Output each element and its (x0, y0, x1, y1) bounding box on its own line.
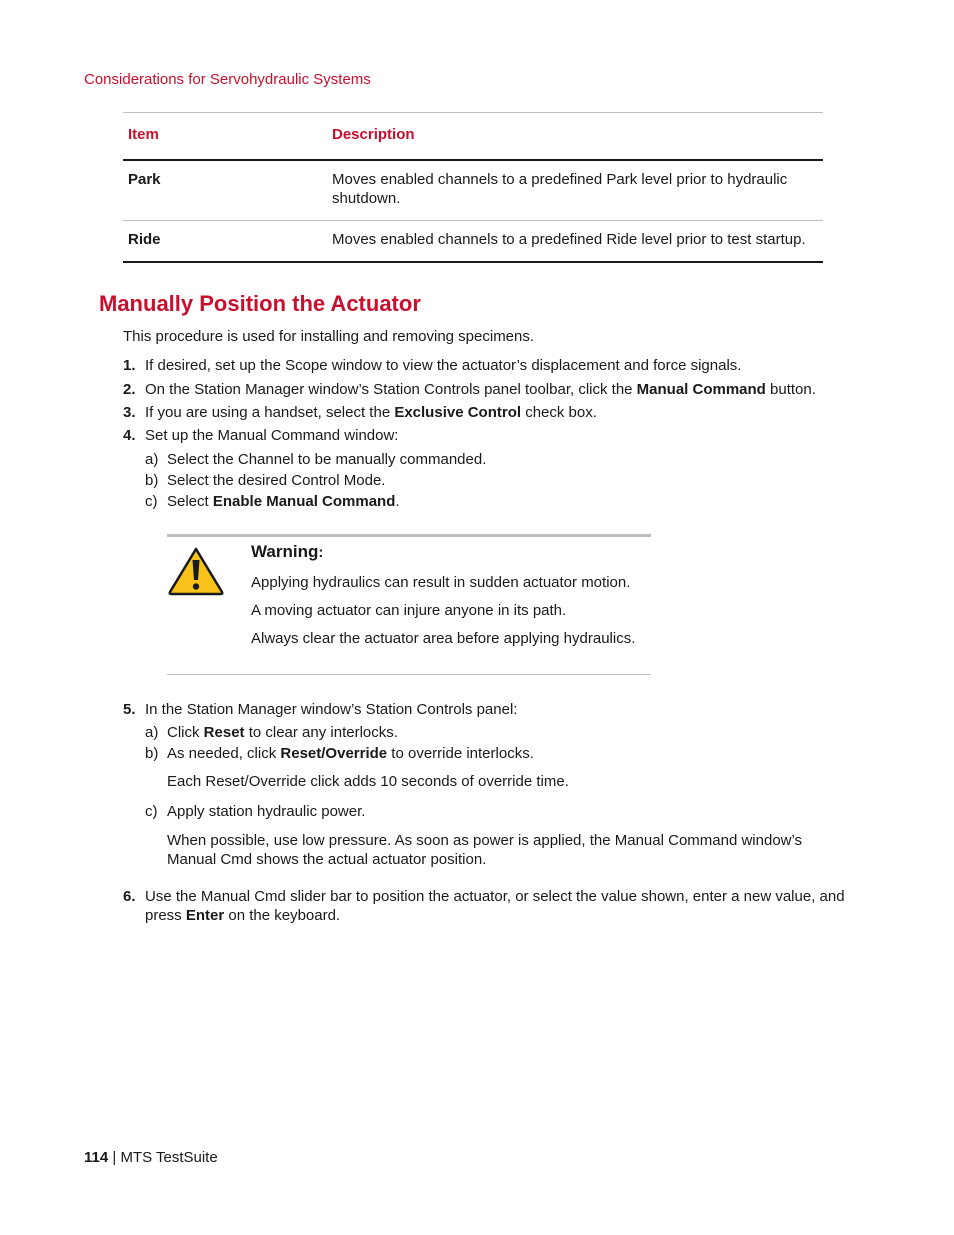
footer-product: MTS TestSuite (120, 1149, 218, 1166)
step-number: 6. (123, 888, 136, 905)
table-bottom-rule (123, 261, 823, 263)
table-cell-item-park: Park (128, 171, 161, 188)
substep-letter: a) (145, 451, 159, 468)
ui-term-reset-override: Reset/Override (280, 745, 388, 762)
table-header-rule (123, 159, 823, 161)
warning-line: Always clear the actuator area before applying hydraulics. (251, 630, 636, 647)
warning-bottom-rule (167, 674, 651, 675)
page-number: 114 (84, 1149, 109, 1166)
substep-text: Select the Channel to be manually commanded. (167, 451, 487, 468)
substep-text: Select the desired Control Mode. (167, 472, 386, 489)
warning-line: Applying hydraulics can result in sudden actuator motion. (251, 574, 631, 591)
ui-term-enable-manual-command: Enable Manual Command (212, 493, 396, 510)
page-footer (84, 1149, 218, 1166)
column-header-item: Item (128, 126, 159, 143)
substep-text: Select Enable Manual Command. (167, 493, 400, 510)
step-text: Use the Manual Cmd slider bar to position the actuator, or select the value shown, enter a new value, and press Enter on the keyboard. (145, 888, 845, 924)
substep-letter: b) (145, 745, 159, 762)
step-text: If you are using a handset, select the Exclusive Control check box. (145, 404, 597, 421)
step-number: 3. (123, 404, 136, 421)
step-number: 2. (123, 381, 136, 398)
warning-title: Warning: (251, 542, 324, 561)
warning-line: A moving actuator can injure anyone in its path. (251, 602, 567, 619)
step-number: 5. (123, 701, 136, 718)
table-row-rule (123, 220, 823, 221)
table-top-rule (123, 112, 823, 113)
substep-text: As needed, click Reset/Override to override interlocks. (167, 745, 534, 762)
substep-letter: a) (145, 724, 159, 741)
substep-letter: b) (145, 472, 159, 489)
substep-letter: c) (145, 803, 158, 820)
table-cell-description-ride: Moves enabled channels to a predefined Ride level prior to test startup. (332, 231, 806, 248)
warning-top-rule (167, 534, 651, 537)
step-text: In the Station Manager window’s Station Controls panel: (145, 701, 518, 718)
table-cell-item-ride: Ride (128, 231, 161, 248)
step-number: 1. (123, 357, 136, 374)
substep-text: Click Reset to clear any interlocks. (167, 724, 398, 741)
step-text: On the Station Manager window’s Station Controls panel toolbar, click the Manual Command button. (145, 381, 816, 398)
ui-term-manual-command: Manual Command (636, 381, 766, 398)
substep-5b-note: Each Reset/Override click adds 10 seconds of override time. (167, 773, 569, 790)
ui-term-exclusive-control: Exclusive Control (394, 404, 522, 421)
substep-letter: c) (145, 493, 158, 510)
column-header-description: Description (332, 126, 415, 143)
step-text: If desired, set up the Scope window to view the actuator’s displacement and force signals. (145, 357, 742, 374)
warning-triangle-icon (167, 546, 225, 596)
section-title: Manually Position the Actuator (99, 291, 421, 316)
footer-separator: | (108, 1149, 121, 1166)
table-cell-description-park: Moves enabled channels to a predefined Park level prior to hydraulic shutdown. (332, 171, 788, 207)
running-header: Considerations for Servohydraulic Systems (84, 71, 371, 88)
step-text: Set up the Manual Command window: (145, 427, 399, 444)
substep-text: Apply station hydraulic power. (167, 803, 366, 820)
substep-5c-note: When possible, use low pressure. As soon as power is applied, the Manual Command window’s Manual Cmd shows the actual actuator position. (167, 832, 803, 868)
ui-term-reset: Reset (203, 724, 245, 741)
ui-term-enter: Enter (185, 907, 225, 924)
step-number: 4. (123, 427, 136, 444)
section-intro: This procedure is used for installing and removing specimens. (123, 328, 535, 345)
